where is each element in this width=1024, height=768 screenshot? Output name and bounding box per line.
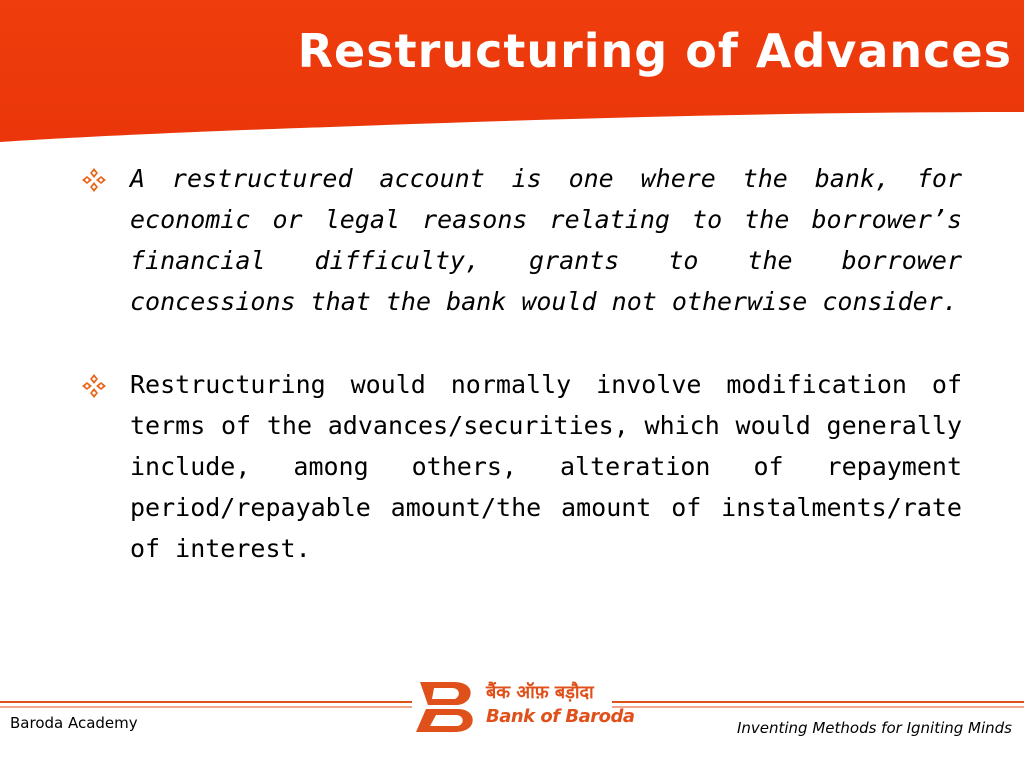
bullet-text: A restructured account is one where the bank, for economic or legal reasons relating to the borrower’s financial difficulty, grants to the borrower concessions that the bank would not otherwise consider. [130, 164, 962, 316]
logo-english-text: Bank of Baroda [486, 706, 635, 727]
baroda-b-logo-icon [414, 678, 480, 734]
logo-hindi-text: बैंक ऑफ़ बड़ौदा [486, 682, 594, 703]
footer-left-text: Baroda Academy [10, 714, 138, 732]
bullet-list [80, 158, 962, 611]
header-band [0, 0, 1024, 150]
diamond-bullet-icon [80, 166, 108, 194]
diamond-bullet-icon [80, 372, 108, 400]
list-item [80, 158, 962, 322]
footer-tagline: Inventing Methods for Igniting Minds [736, 719, 1012, 737]
slide-title: Restructuring of Advances [297, 24, 1012, 78]
bullet-text: Restructuring would normally involve modification of terms of the advances/securities, which would generally include, among others, alteration of repayment period/repayable amount/the amount of instalments/rate of interest. [130, 370, 962, 563]
bank-of-baroda-logo [412, 676, 635, 736]
list-item [80, 364, 962, 569]
